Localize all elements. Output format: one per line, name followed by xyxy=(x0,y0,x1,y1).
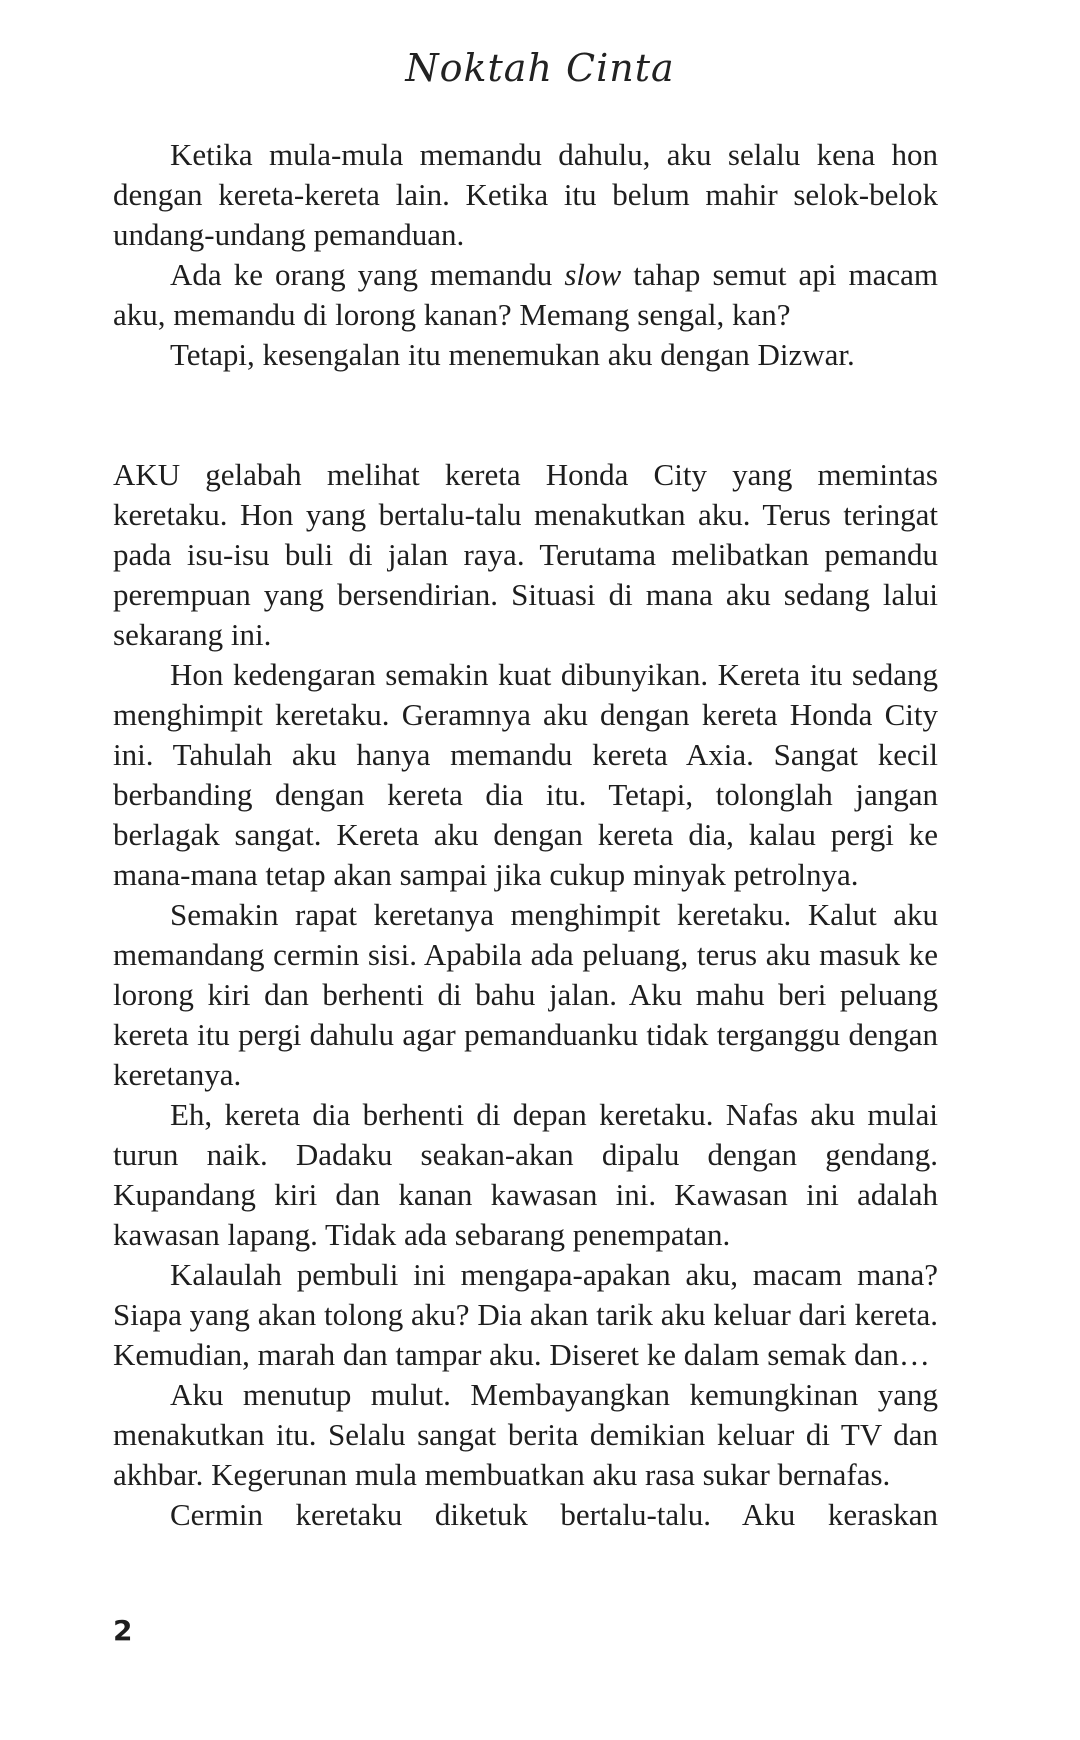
paragraph: Hon kedengaran semakin kuat dibunyikan. Kereta itu sedang menghimpit keretaku. Geramnya aku dengan kereta Honda City ini. Tahulah aku hanya memandu kereta Axia. Sangat kecil berbanding dengan kereta dia itu. Tetapi, tolonglah jangan berlagak sangat. Kereta aku dengan kereta dia, kalau pergi ke mana-mana tetap akan sampai jika cukup minyak petrolnya. xyxy=(113,657,938,892)
section-1 xyxy=(113,135,938,375)
page-number: 2 xyxy=(113,1614,133,1647)
paragraph: Kalaulah pembuli ini mengapa-apakan aku, macam mana? Siapa yang akan tolong aku? Dia akan tarik aku keluar dari kereta. Kemudian, marah dan tampar aku. Diseret ke dalam semak dan… xyxy=(113,1257,938,1372)
paragraph: Tetapi, kesengalan itu menemukan aku dengan Dizwar. xyxy=(170,337,855,372)
paragraph-opening: AKU gelabah melihat kereta Honda City yang memintas keretaku. Hon yang bertalu-talu menakutkan aku. Terus teringat pada isu-isu buli di jalan raya. Terutama melibatkan pemandu perempuan yang bersendirian. Situasi di mana aku sedang lalui sekarang ini. xyxy=(113,457,938,652)
paragraph: Eh, kereta dia berhenti di depan keretaku. Nafas aku mulai turun naik. Dadaku seakan-akan dipalu dengan gendang. Kupandang kiri dan kanan kawasan ini. Kawasan ini adalah kawasan lapang. Tidak ada sebarang penempatan. xyxy=(113,1097,938,1252)
paragraph-continued: Cermin keretaku diketuk bertalu-talu. Aku keraskan xyxy=(170,1497,938,1532)
text-run: tahap semut api macam aku, memandu di lorong kanan? Memang sengal, kan? xyxy=(113,257,939,332)
running-header-title: Noktah Cinta xyxy=(405,46,675,90)
paragraph xyxy=(113,255,938,335)
paragraph: Ketika mula-mula memandu dahulu, aku selalu kena hon dengan kereta-kereta lain. Ketika itu belum mahir selok-belok undang-undang pemanduan. xyxy=(113,137,938,252)
paragraph: Aku menutup mulut. Membayangkan kemungkinan yang menakutkan itu. Selalu sangat berita demikian keluar di TV dan akhbar. Kegerunan mula membuatkan aku rasa sukar bernafas. xyxy=(113,1377,938,1492)
italic-word: slow xyxy=(564,257,622,292)
text-run: Ada ke orang yang memandu xyxy=(170,257,565,292)
section-2 xyxy=(113,455,938,1535)
paragraph: Semakin rapat keretanya menghimpit keretaku. Kalut aku memandang cermin sisi. Apabila ada peluang, terus aku masuk ke lorong kiri dan berhenti di bahu jalan. Aku mahu beri peluang kereta itu pergi dahulu agar pemanduanku tidak terganggu dengan keretanya. xyxy=(113,897,938,1092)
